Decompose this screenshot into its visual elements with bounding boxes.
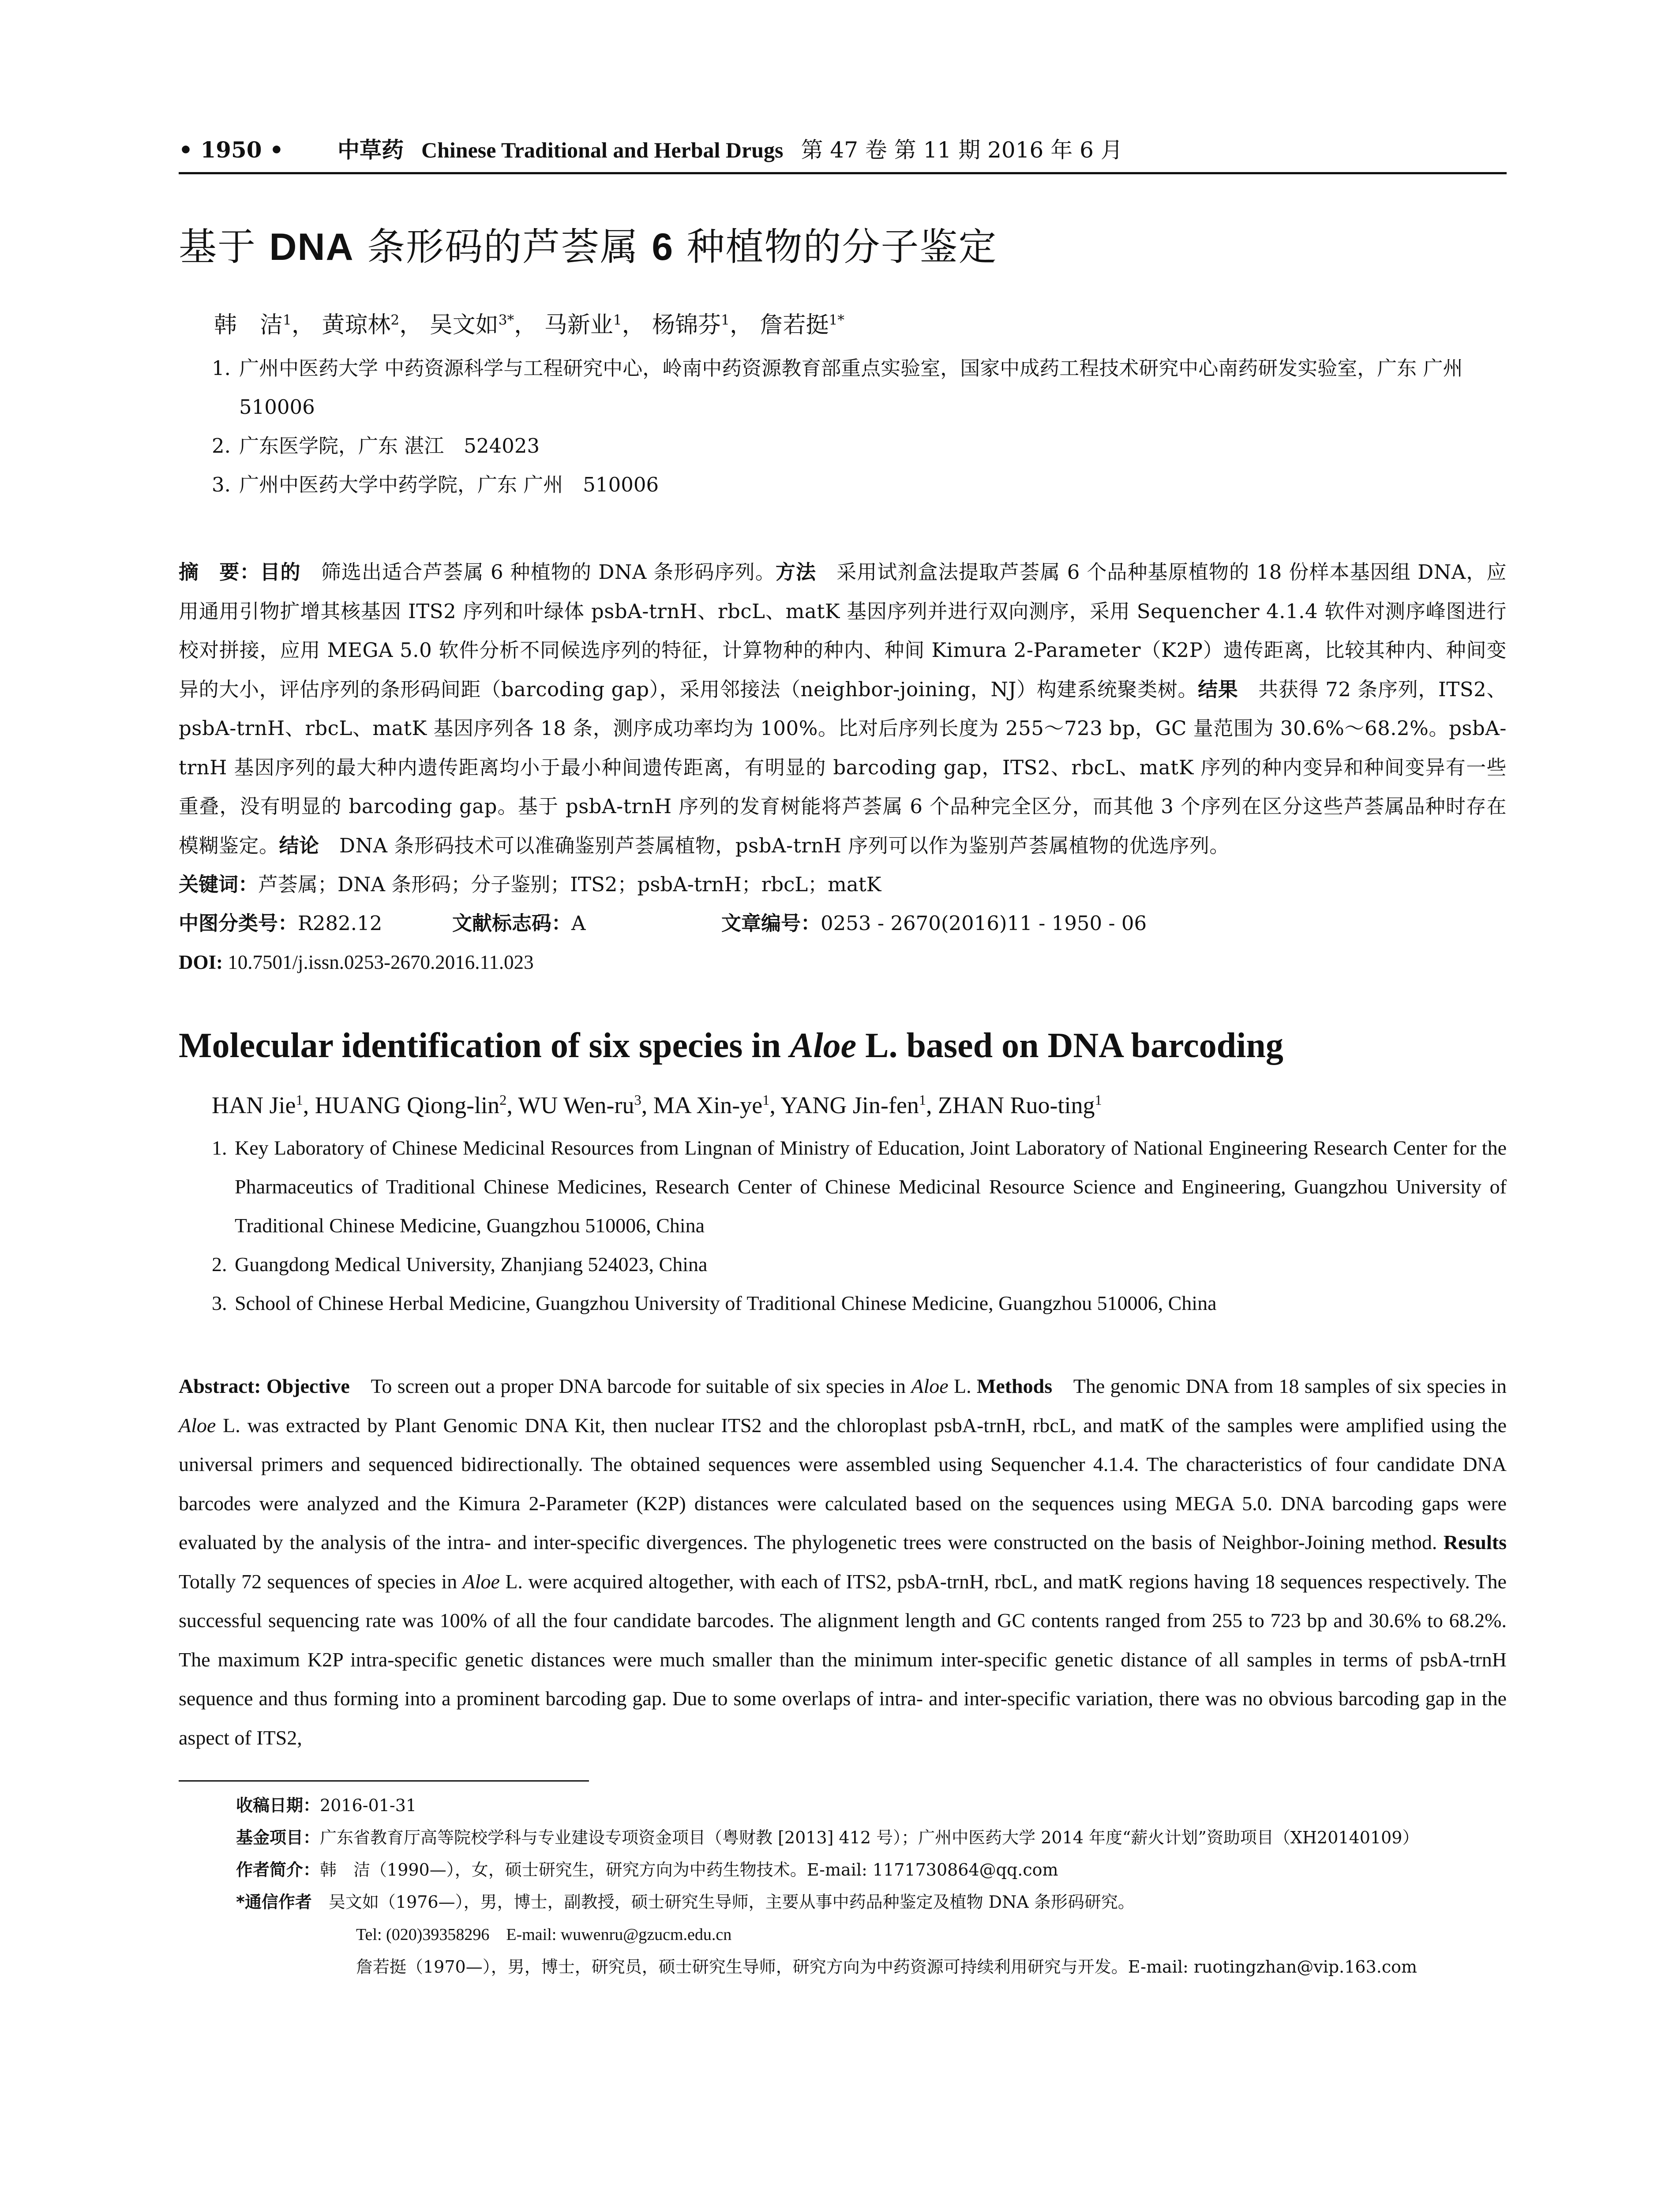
methods-label: 方法 — [775, 560, 817, 584]
footnotes — [236, 1790, 1507, 1983]
results-text: 共获得 72 条序列，ITS2、psbA-trnH、rbcL、matK 基因序列各 18 条，测序成功率均为 100%。比对后序列长度为 255～723 bp，GC 量范围为 30.6%～68.2%。psbA-trnH 基因序列的最大种内遗传距离均小于最小种间遗传距离，有明显的 barcoding gap，ITS2、rbcL、matK 序列的种内变异和种间变异有一些重叠，没有明显的 barcoding gap。基于 psbA-trnH 序列的发育树能将芦荟属 6 个品种完全区分，而其他 3 个序列在区分这些芦荟属品种时存在模糊鉴定。 — [179, 677, 1507, 857]
article-metadata-cn — [179, 865, 1507, 982]
clc-number: 中图分类号：R282.12 — [179, 912, 382, 935]
abstract-cn-label: 摘 要： — [179, 560, 260, 584]
author-list-en: HAN Jie$^1$, HUANG Qiong-lin$^2$, WU Wen-$ru^3$, MA Xin-$ye^1$, YANG Jin-fen$^1$, ZHAN Ruo-ting$^1$ — [212, 1092, 1102, 1118]
article-title-cn — [179, 216, 1507, 271]
affiliation-cn: 2. 广东医学院，广东 湛江 524023 — [212, 434, 540, 458]
affiliation-list-en — [212, 1129, 1507, 1323]
abstract-cn — [179, 553, 1507, 865]
author-en: MA Xin-$ye^1$ — [653, 1092, 770, 1118]
corresponding-author: *通信作者 吴文如（1976—），男，博士，副教授，硕士研究生导师，主要从事中药品种鉴定及植物 DNA 条形码研究。 — [236, 1892, 1135, 1912]
author-cn: 吴文如$^{3*}$ — [429, 312, 514, 338]
journal-page — [179, 132, 1507, 1983]
objective-label: 目的 — [260, 560, 301, 584]
methods-en-label: Methods — [976, 1375, 1053, 1397]
conclusion-label: 结论 — [279, 833, 319, 857]
author-en: HAN Jie$^1$ — [212, 1092, 303, 1118]
journal-name-en: Chinese Traditional and Herbal Drugs — [421, 138, 784, 162]
author-cn: 黄琼林$^2$ — [322, 312, 400, 338]
methods-text: 采用试剂盒法提取芦荟属 6 个品种基原植物的 18 份样本基因组 DNA，应用通用引物扩增其核基因 ITS2 序列和叶绿体 psbA-trnH、rbcL、matK 基因序列并进行双向测序，采用 Sequencher 4.1.4 软件对测序峰图进行校对拼接，应用 MEGA 5.0 软件分析不同候选序列的特征，计算物种的种内、种间 Kimura 2-Parameter（K2P）遗传距离，比较其种内、种间变异的大小，评估序列的条形码间距（barcoding gap），采用邻接法（neighbor-joining，NJ）构建系统聚类树。 — [179, 560, 1507, 701]
affiliation-cn: 1. 广州中医药大学 中药资源科学与工程研究中心，岭南中药资源教育部重点实验室，国家中成药工程技术研究中心南药研发实验室，广东 广州 510006 — [212, 356, 1483, 419]
results-label: 结果 — [1198, 677, 1238, 701]
author-bio: 作者简介：韩 洁（1990—），女，硕士研究生，研究方向为中药生物技术。E-mail: 1171730864@qq.com — [236, 1860, 1058, 1880]
conclusion-text: DNA 条形码技术可以准确鉴别芦荟属植物，psbA-trnH 序列可以作为鉴别芦荟属植物的优选序列。 — [319, 833, 1230, 857]
issue-info: 第 47 卷 第 11 期 2016 年 6 月 — [801, 137, 1123, 163]
received-date: 收稿日期：2016-01-31 — [236, 1796, 417, 1815]
abstract-en-label: Abstract: Objective — [179, 1375, 350, 1397]
corresponding-contact: Tel: (020)39358296 E-mail: wuwenru@gzucm.edu.cn — [356, 1925, 732, 1944]
article-title-en: Molecular identification of six species in Aloe L. based on DNA barcoding — [179, 1026, 1283, 1065]
running-header — [179, 132, 1507, 174]
article-number: 文章编号：0253 - 2670(2016)11 - 1950 - 06 — [721, 912, 1147, 935]
journal-name-cn: 中草药 — [338, 137, 404, 163]
author-cn: 马新业$^1$ — [544, 312, 622, 338]
author-cn: 杨锦芬$^1$ — [652, 312, 730, 338]
author-en: YANG Jin-fen$^1$ — [780, 1092, 926, 1118]
author-cn: 韩 洁$^1$ — [214, 312, 292, 338]
page-number: • 1950 • — [179, 137, 284, 163]
objective-text: 筛选出适合芦荟属 6 种植物的 DNA 条形码序列。 — [300, 560, 776, 584]
affiliation-en: 3. School of Chinese Herbal Medicine, Guangzhou University of Traditional Chinese Medicine, Guangzhou 510006, China — [212, 1292, 1217, 1314]
author-en: WU Wen-$ru^3$ — [518, 1092, 641, 1118]
affiliation-list-cn — [212, 349, 1507, 504]
corresponding-author-2: 詹若挺（1970—），男，博士，研究员，硕士研究生导师，研究方向为中药资源可持续利用研究与开发。E-mail: ruotingzhan@vip.163.com — [356, 1957, 1418, 1977]
title-cn-part: 6 — [652, 226, 674, 268]
author-list-cn: 韩 洁$^1$， 黄琼林$^2$， 吴文如$^{3*}$， 马新业$^1$， 杨锦芬$^1$， 詹若挺$^{1*}$ — [214, 312, 844, 338]
abstract-en: Abstract: Objective To screen out a proper DNA barcode for suitable of six species in Aloe L. Methods The genomic DNA from 18 samples of six species in Aloe L. was extracted by Plant Genomic DNA Kit, then nuclear ITS2 and the chloroplast psbA-trnH, rbcL, and matK of the samples were amplified using the universal primers and sequenced bidirectionally. The obtained sequences were assembled using Sequencher 4.1.4. The characteristics of four candidate DNA barcodes were analyzed and the Kimura 2-Parameter (K2P) distances were calculated based on the sequences using MEGA 5.0. DNA barcoding gaps were evaluated by the analysis of the intra- and inter-specific divergences. The phylogenetic trees were constructed on the basis of Neighbor-Joining method. Results Totally 72 sequences of species in Aloe L. were acquired altogether, with each of ITS2, psbA-trnH, rbcL, and matK regions having 18 sequences respectively. The successful sequencing rate was 100% of all the four candidate barcodes. The alignment length and GC contents ranged from 255 to 723 bp and 30.6% to 68.2%. The maximum K2P intra-specific genetic distances were much smaller than the minimum inter-specific genetic distance of all samples in terms of psbA-trnH sequence and thus forming into a prominent barcoding gap. Due to some overlaps of intra- and inter-specific variation, there was no obvious barcoding gap in the aspect of ITS2, — [179, 1375, 1507, 1749]
results-en-label: Results — [1443, 1531, 1507, 1553]
author-en: HUANG Qiong-lin$^2$ — [315, 1092, 507, 1118]
author-en: ZHAN Ruo-ting$^1$ — [938, 1092, 1102, 1118]
title-cn-part: 种植物的分子鉴定 — [674, 225, 998, 269]
affiliation-en: 2. Guangdong Medical University, Zhanjiang 524023, China — [212, 1253, 708, 1276]
affiliation-en: 1. Key Laboratory of Chinese Medicinal Resources from Lingnan of Ministry of Education, Joint Laboratory of National Engineering Research Center for the Pharmaceutics of Traditional Chinese Medicines, Research Center of Chinese Medicinal Resource Science and Engineering, Guangzhou University of Traditional Chinese Medicine, Guangzhou 510006, China — [212, 1137, 1507, 1237]
classification-row — [179, 904, 1507, 943]
author-cn: 詹若挺$^{1*}$ — [760, 312, 844, 338]
keywords-cn: 关键词：芦荟属；DNA 条形码；分子鉴别；ITS2；psbA-trnH；rbcL；matK — [179, 873, 881, 896]
document-code: 文献标志码：A — [452, 912, 586, 935]
doi: DOI: 10.7501/j.issn.0253-2670.2016.11.023 — [179, 951, 534, 973]
fund-info: 基金项目：广东省教育厅高等院校学科与专业建设专项资金项目（粤财教 [2013] 412 号）；广州中医药大学 2014 年度“薪火计划”资助项目（XH20140109） — [236, 1828, 1419, 1847]
title-cn-part: 条形码的芦荟属 — [354, 225, 652, 269]
title-cn-part: DNA — [269, 226, 354, 268]
affiliation-cn: 3. 广州中医药大学中药学院，广东 广州 510006 — [212, 473, 659, 496]
title-cn-part: 基于 — [179, 225, 270, 269]
footnote-divider — [179, 1780, 589, 1782]
